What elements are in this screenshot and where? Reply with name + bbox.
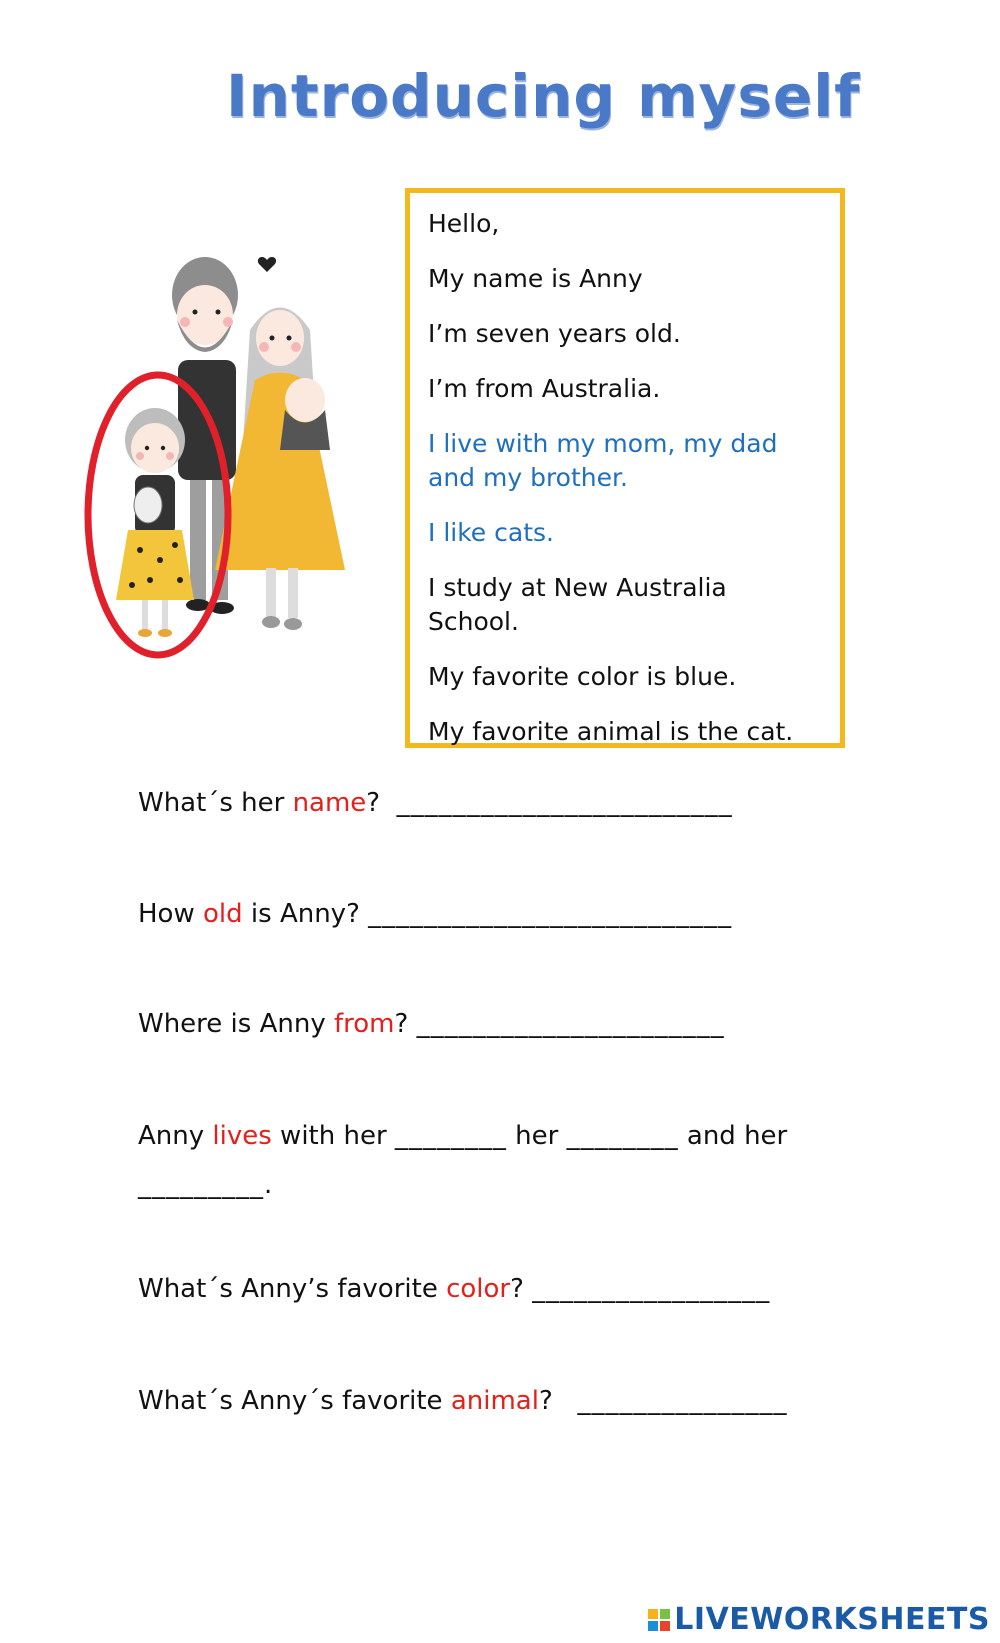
answer-blank-name[interactable]: ________________________ <box>396 788 733 818</box>
question-text: and her <box>678 1121 788 1151</box>
intro-line-age: I’m seven years old. <box>428 319 681 348</box>
keyword: lives <box>212 1121 272 1151</box>
intro-line-from: I’m from Australia. <box>428 374 661 403</box>
question-text: Where is Anny <box>138 1009 334 1039</box>
question-lives <box>138 1118 787 1154</box>
keyword: animal <box>450 1386 539 1416</box>
intro-line-school: I study at New Australia School. <box>428 573 727 636</box>
question-text: How <box>138 899 203 929</box>
question-age <box>138 896 732 932</box>
question-text: What´s Anny’s favorite <box>138 1274 447 1304</box>
intro-line-color: My favorite color is blue. <box>428 662 737 691</box>
intro-line-name: My name is Anny <box>428 264 643 293</box>
question-text: ? <box>394 1009 409 1039</box>
answer-blank-dad[interactable]: ________ <box>566 1121 679 1151</box>
keyword: name <box>292 788 367 818</box>
answer-blank-animal[interactable]: _______________ <box>577 1386 788 1416</box>
question-text: ? <box>538 1386 553 1416</box>
intro-box <box>405 188 845 748</box>
family-illustration <box>80 250 380 700</box>
answer-blank-color[interactable]: _________________ <box>532 1274 771 1304</box>
question-lives-continued <box>138 1167 273 1203</box>
page-title: Introducing myself <box>226 62 861 130</box>
question-name <box>138 785 733 821</box>
question-text: is Anny? <box>242 899 360 929</box>
question-text: Anny <box>138 1121 213 1151</box>
intro-line-animal: My favorite animal is the cat. <box>428 717 794 746</box>
question-from <box>138 1006 725 1042</box>
answer-blank-from[interactable]: ______________________ <box>416 1009 725 1039</box>
question-color <box>138 1271 770 1307</box>
liveworksheets-logo-icon <box>648 1609 670 1631</box>
question-text: with her <box>271 1121 395 1151</box>
answer-blank-age[interactable]: __________________________ <box>368 899 733 929</box>
question-text: What´s her <box>138 788 293 818</box>
question-text: her <box>506 1121 567 1151</box>
answer-blank-mom[interactable]: ________ <box>394 1121 507 1151</box>
girl-figure <box>116 408 194 637</box>
question-animal <box>138 1383 788 1419</box>
keyword: color <box>446 1274 511 1304</box>
question-text: ? <box>366 788 381 818</box>
answer-blank-brother[interactable]: _________. <box>138 1170 274 1200</box>
intro-line-likes: I like cats. <box>428 518 554 547</box>
keyword: old <box>203 899 243 929</box>
intro-line-lives: I live with my mom, my dad and my brother. <box>428 429 778 492</box>
brand-name: LIVEWORKSHEETS <box>674 1602 990 1637</box>
question-text: ? <box>510 1274 524 1304</box>
heart-icon <box>258 257 276 272</box>
question-text: What´s Anny´s favorite <box>138 1386 451 1416</box>
intro-line-hello: Hello, <box>428 209 500 238</box>
footer-brand <box>648 1602 990 1637</box>
keyword: from <box>334 1009 395 1039</box>
